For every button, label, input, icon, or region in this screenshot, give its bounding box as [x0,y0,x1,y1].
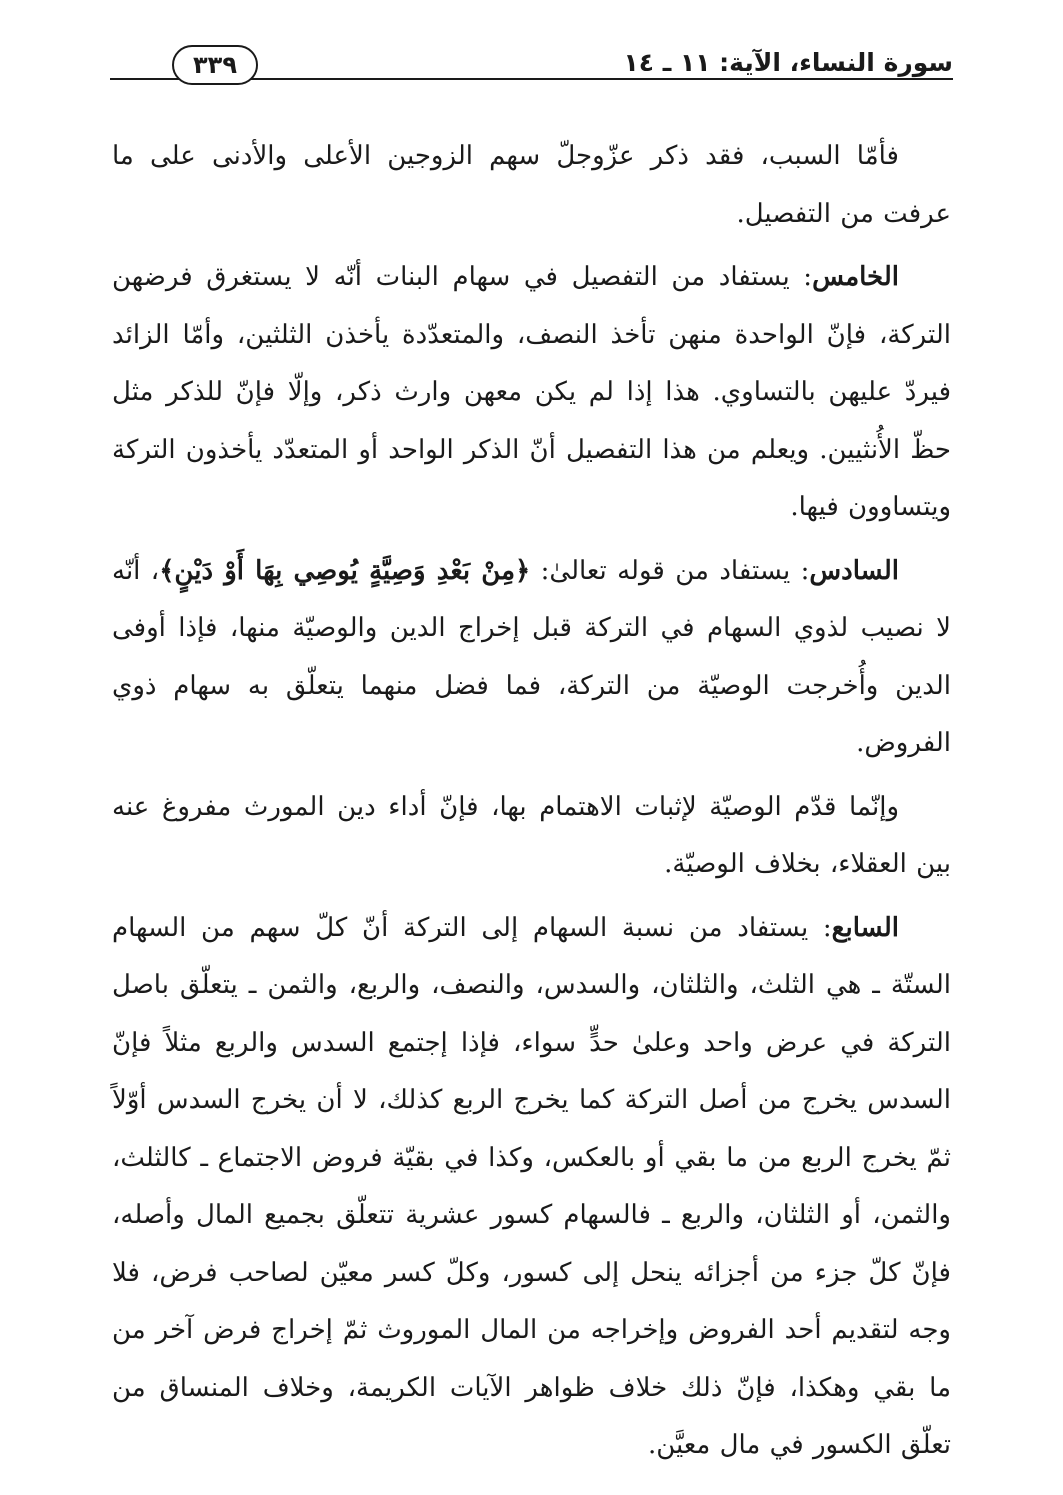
paragraph-seventh [112,900,951,1475]
paragraph-text: وإنّما قدّم الوصيّة لإثبات الاهتمام بها، فإنّ أداء دين المورث مفروغ عنه بين العقلاء، بخلاف الوصيّة. [112,791,951,879]
paragraph-text-continued: ، أنّه لا نصيب لذوي السهام في التركة قبل إخراج الدين والوصيّة منها، فإذا أوفى الدين وأُخرجت الوصيّة من التركة، فما فضل منهما يتعلّق به سهام ذوي الفروض. [112,555,951,758]
paragraph-sixth [112,543,951,773]
paragraph-text: : يستفاد من قوله تعالىٰ: [530,555,810,586]
paragraph-text: : يستفاد من نسبة السهام إلى التركة أنّ كلّ سهم من السهام الستّة ـ هي الثلث، والثلثان، والسدس، والنصف، والربع، والثمن ـ يتعلّق باصل التركة في عرض واحد وعلىٰ حدٍّ سواء، فإذا إجتمع السدس والربع مثلاً فإنّ السدس يخرج من أصل التركة كما يخرج الربع كذلك، لا أن يخرج السدس أوّلاً ثمّ يخرج الربع من ما بقي أو بالعكس، وكذا في بقيّة فروض الاجتماع ـ كالثلث، والثمن، أو الثلثان، والربع ـ فالسهام كسور عشرية تتعلّق بجميع المال وأصله، فإنّ كلّ جزء من أجزائه ينحل إلى كسور، وكلّ كسر معيّن لصاحب فرض، فلا وجه لتقديم أحد الفروض وإخراجه من المال الموروث ثمّ إخراج فرض آخر من ما بقي وهكذا، فإنّ ذلك خلاف ظواهر الآيات الكريمة، وخلاف المنساق من تعلّق الكسور في مال معيَّن. [112,912,952,1460]
body-text [112,128,951,1481]
quran-verse: ﴿مِنْ بَعْدِ وَصِيَّةٍ يُوصِي بِهَا أَوْ دَيْنٍ﴾ [159,555,531,586]
page-number-badge: ٣٣٩ [172,45,258,85]
paragraph-text: فأمّا السبب، فقد ذكر عزّوجلّ سهم الزوجين الأعلى والأدنى على ما عرفت من التفصيل. [112,141,951,229]
paragraph-will-priority [112,779,951,894]
paragraph-reason [112,128,951,243]
paragraph-text: : يستفاد من التفصيل في سهام البنات أنّه لا يستغرق فرضهن التركة، فإنّ الواحدة منهن تأخذ النصف، والمتعدّدة يأخذن الثلثين، وأمّا الزائد فيردّ عليهن بالتساوي. هذا إذا لم يكن معهن وارث ذكر، وإلّا فإنّ للذكر مثل حظّ الأُنثيين. ويعلم من هذا التفصيل أنّ الذكر الواحد أو المتعدّد يأخذون التركة ويتساوون فيها. [112,262,951,522]
running-header [110,40,953,90]
paragraph-heading: السابع [831,912,899,943]
chapter-title: سورة النساء، الآية: ١١ ـ ١٤ [623,48,953,77]
paragraph-heading: السادس [809,555,899,586]
paragraph-heading: الخامس [812,262,899,292]
paragraph-fifth [112,249,951,537]
